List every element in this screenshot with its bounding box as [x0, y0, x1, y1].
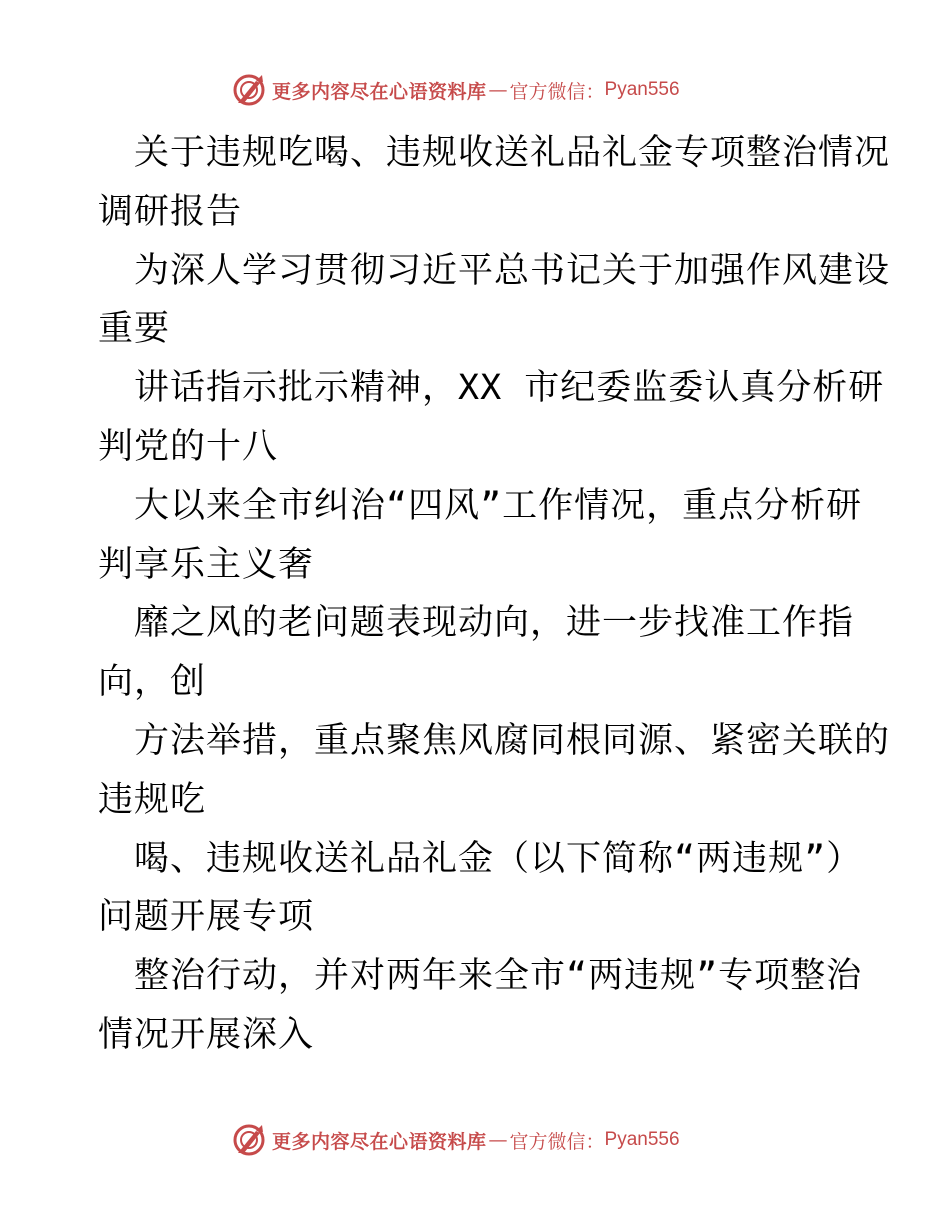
footer-banner [232, 1120, 680, 1160]
body-line: 为深人学习贯彻习近平总书记关于加强作风建设 [134, 250, 891, 291]
banner-wechat-label: 官方微信： [509, 80, 605, 103]
body-line: 判享乐主义奢 [98, 544, 315, 585]
banner-wechat-id: Pyan556 [604, 79, 680, 100]
banner-site-text: 更多内容尽在心语资料库 [272, 1130, 487, 1153]
body-line: 情况开展深入 [98, 1014, 315, 1055]
document-body [98, 124, 891, 1065]
banner-site-text: 更多内容尽在心语资料库 [272, 80, 487, 103]
body-line: 问题开展专项 [98, 897, 315, 938]
body-line: 整治行动，并对两年来全市“两违规”专项整治 [134, 956, 863, 997]
body-line: 喝、违规收送礼品礼金（以下简称“两违规”） [134, 838, 863, 879]
body-line: 讲话指示批示精神，XX 市纪委监委认真分析研 [134, 368, 885, 409]
body-line: 重要 [98, 309, 171, 350]
header-banner [232, 70, 680, 110]
banner-separator: — [488, 1129, 508, 1151]
banner-separator: — [488, 79, 508, 101]
quill-logo-icon [232, 73, 266, 107]
banner-wechat-id: Pyan556 [604, 1129, 680, 1150]
body-line: 大以来全市纠治“四风”工作情况，重点分析研 [134, 485, 863, 526]
body-line: 向，创 [98, 662, 207, 703]
body-line: 判党的十八 [98, 426, 279, 467]
quill-logo-icon [232, 1123, 266, 1157]
body-line: 关于违规吃喝、违规收送礼品礼金专项整治情况 [134, 133, 891, 173]
body-line: 方法举措，重点聚焦风腐同根同源、紧密关联的 [134, 720, 891, 761]
banner-wechat-label: 官方微信： [509, 1130, 605, 1153]
body-line: 违规吃 [98, 779, 207, 820]
body-line: 靡之风的老问题表现动向，进一步找准工作指 [134, 603, 855, 644]
body-line: 调研报告 [98, 191, 243, 232]
